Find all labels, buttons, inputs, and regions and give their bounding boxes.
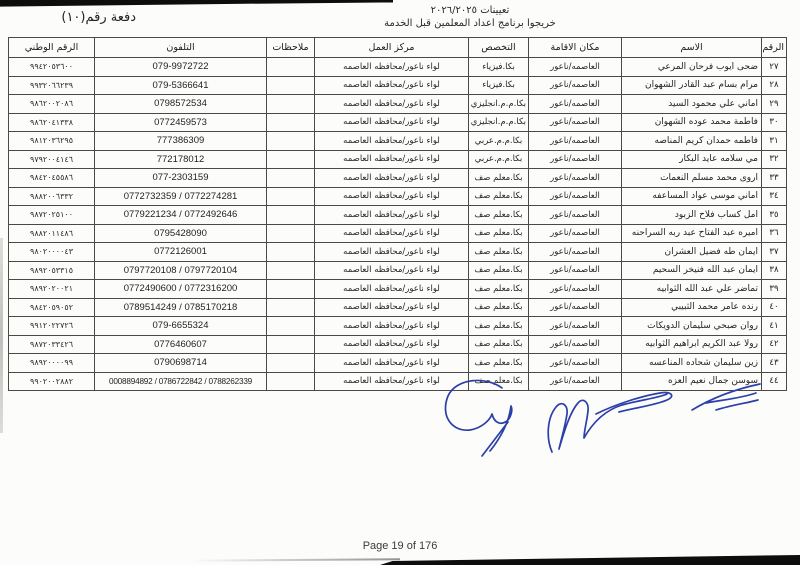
table-row — [9, 280, 787, 299]
cell-row-number: ٣٦ — [762, 224, 787, 243]
cell-residence: العاصمه/ناعور — [529, 187, 622, 206]
cell-row-number: ٣٤ — [762, 187, 787, 206]
cell-name: ايمان عبد الله فنيخر السحيم — [622, 261, 762, 280]
header-row-number: الرقم — [762, 38, 787, 58]
cell-row-number: ٣٧ — [762, 243, 787, 262]
table-row — [9, 132, 787, 151]
cell-phone: 0772459573 — [95, 113, 267, 132]
cell-specialization: بكا.فيزياء — [469, 76, 529, 95]
cell-notes — [267, 150, 315, 169]
cell-phone: 0790698714 — [95, 354, 267, 373]
cell-name: مرام بسام عبد القادر الشهوان — [622, 76, 762, 95]
header-phone: التلفون — [95, 38, 267, 58]
cell-work-center: لواء ناعور/محافظه العاصمه — [315, 354, 469, 373]
document-title-block — [310, 4, 630, 30]
table-row — [9, 206, 787, 225]
header-work-center: مركز العمل — [315, 38, 469, 58]
cell-specialization: بكا.فيزياء — [469, 58, 529, 77]
cell-row-number: ٣٥ — [762, 206, 787, 225]
cell-national-id: ٩٨٨٢٠١١٤٨٦ — [9, 224, 95, 243]
cell-phone: 0795428090 — [95, 224, 267, 243]
table-row — [9, 317, 787, 336]
cell-phone: 0797720108 / 0797720104 — [95, 261, 267, 280]
cell-specialization: بكا.م.م.عربي — [469, 132, 529, 151]
signature-ink-middle — [548, 393, 671, 452]
cell-notes — [267, 224, 315, 243]
cell-national-id: ٩٩٤٢٠٥٣٦٠٠ — [9, 58, 95, 77]
batch-number-label: دفعة رقم(١٠) — [61, 10, 136, 25]
cell-national-id: ٩٨٤٢٠٤٥٥٨٦ — [9, 169, 95, 188]
cell-name: زين سليمان شحاده المناعسه — [622, 354, 762, 373]
cell-name: فاطمة محمد عوده الشهوان — [622, 113, 762, 132]
cell-residence: العاصمه/ناعور — [529, 335, 622, 354]
cell-national-id: ٩٧٩٢٠٠٤١٤٦ — [9, 150, 95, 169]
cell-national-id: ٩٨٩٢٠٥٣٣١٥ — [9, 261, 95, 280]
table-row — [9, 243, 787, 262]
cell-notes — [267, 354, 315, 373]
cell-residence: العاصمه/ناعور — [529, 132, 622, 151]
cell-national-id: ٩٨٧٢٠٣٣٤٢٦ — [9, 335, 95, 354]
cell-row-number: ٤٣ — [762, 354, 787, 373]
cell-name: تماضر علي عبد الله الثوابيه — [622, 280, 762, 299]
cell-residence: العاصمه/ناعور — [529, 206, 622, 225]
cell-row-number: ٢٨ — [762, 76, 787, 95]
table-row — [9, 298, 787, 317]
scan-artifact-bottom-line — [190, 558, 400, 561]
cell-national-id: ٩٨٩٢٠٠٠٠٩٩ — [9, 354, 95, 373]
cell-notes — [267, 261, 315, 280]
cell-phone: 772178012 — [95, 150, 267, 169]
cell-name: روان صبحي سليمان الدويكات — [622, 317, 762, 336]
cell-work-center: لواء ناعور/محافظه العاصمه — [315, 76, 469, 95]
cell-phone: 0772126001 — [95, 243, 267, 262]
cell-phone: 0789514249 / 0785170218 — [95, 298, 267, 317]
cell-work-center: لواء ناعور/محافظه العاصمه — [315, 132, 469, 151]
cell-notes — [267, 187, 315, 206]
cell-name: رولا عبد الكريم ابراهيم الثوابيه — [622, 335, 762, 354]
cell-phone: 0776460607 — [95, 335, 267, 354]
cell-row-number: ٣٠ — [762, 113, 787, 132]
cell-notes — [267, 113, 315, 132]
cell-work-center: لواء ناعور/محافظه العاصمه — [315, 58, 469, 77]
cell-specialization: بكا.معلم صف — [469, 169, 529, 188]
cell-specialization: بكا.م.م.عربي — [469, 150, 529, 169]
cell-name: اماني علي محمود السيد — [622, 95, 762, 114]
cell-name: رنده عامر محمد الثبيبي — [622, 298, 762, 317]
table-row — [9, 76, 787, 95]
cell-phone: 0798572534 — [95, 95, 267, 114]
cell-row-number: ٤١ — [762, 317, 787, 336]
cell-notes — [267, 76, 315, 95]
cell-name: امل كساب فلاح الزبود — [622, 206, 762, 225]
cell-specialization: بكا.معلم صف — [469, 280, 529, 299]
cell-specialization: بكا.معلم صف — [469, 317, 529, 336]
cell-notes — [267, 280, 315, 299]
cell-name: مي سلامه عايد البكار — [622, 150, 762, 169]
table-row — [9, 113, 787, 132]
header-national-id: الرقم الوطني — [9, 38, 95, 58]
cell-residence: العاصمه/ناعور — [529, 354, 622, 373]
cell-residence: العاصمه/ناعور — [529, 298, 622, 317]
cell-work-center: لواء ناعور/محافظه العاصمه — [315, 243, 469, 262]
cell-name: ضحى ايوب فرحان المرعي — [622, 58, 762, 77]
cell-specialization: بكا.معلم صف — [469, 243, 529, 262]
page-number-footer: Page 19 of 176 — [362, 540, 438, 552]
table-row — [9, 169, 787, 188]
table-header-row — [9, 38, 787, 58]
cell-specialization: بكا.معلم صف — [469, 206, 529, 225]
cell-name: اميره عبد الفتاح عبد ربه السراحنه — [622, 224, 762, 243]
cell-national-id: ٩٨٤٢٠٥٩٠٥٢ — [9, 298, 95, 317]
cell-notes — [267, 317, 315, 336]
table-row — [9, 95, 787, 114]
cell-specialization: بكا.معلم صف — [469, 224, 529, 243]
cell-residence: العاصمه/ناعور — [529, 150, 622, 169]
cell-specialization: بكا.معلم صف — [469, 335, 529, 354]
cell-phone: 077-2303159 — [95, 169, 267, 188]
cell-phone: 0008894892 / 0786722842 / 0788262339 — [95, 372, 267, 391]
cell-row-number: ٣٢ — [762, 150, 787, 169]
scan-artifact-bottom-edge — [380, 555, 800, 565]
cell-national-id: ٩٩٠٢٠٠٢٨٨٢ — [9, 372, 95, 391]
signatures-area — [420, 372, 765, 467]
header-residence: مكان الاقامة — [529, 38, 622, 58]
cell-work-center: لواء ناعور/محافظه العاصمه — [315, 298, 469, 317]
header-name: الاسم — [622, 38, 762, 58]
cell-notes — [267, 335, 315, 354]
cell-name: اماني موسى عواد المساعفه — [622, 187, 762, 206]
cell-specialization: بكا.معلم صف — [469, 261, 529, 280]
table-row — [9, 335, 787, 354]
cell-work-center: لواء ناعور/محافظه العاصمه — [315, 280, 469, 299]
cell-work-center: لواء ناعور/محافظه العاصمه — [315, 317, 469, 336]
header-notes: ملاحظات — [267, 38, 315, 58]
cell-national-id: ٩٨١٢٠٣٦٢٩٥ — [9, 132, 95, 151]
cell-work-center: لواء ناعور/محافظه العاصمه — [315, 372, 469, 391]
cell-residence: العاصمه/ناعور — [529, 58, 622, 77]
cell-specialization: بكا.م.م.انجليزي — [469, 113, 529, 132]
cell-residence: العاصمه/ناعور — [529, 372, 622, 391]
cell-notes — [267, 243, 315, 262]
cell-name: اروى محمد مسلم النعمات — [622, 169, 762, 188]
table-row — [9, 58, 787, 77]
cell-row-number: ٢٧ — [762, 58, 787, 77]
cell-residence: العاصمه/ناعور — [529, 76, 622, 95]
cell-notes — [267, 372, 315, 391]
cell-specialization: بكا.معلم صف — [469, 187, 529, 206]
cell-notes — [267, 206, 315, 225]
cell-specialization: بكا.معلم صف — [469, 354, 529, 373]
title-appointments-year: تعيينات ٢٠٢٦/٢٠٢٥ — [430, 5, 510, 16]
cell-national-id: ٩٩١٢٠٢٢٧٢٦ — [9, 317, 95, 336]
cell-notes — [267, 95, 315, 114]
header-specialization: التخصص — [469, 38, 529, 58]
cell-national-id: ٩٩٣٢٠٦٦٢٣٩ — [9, 76, 95, 95]
cell-notes — [267, 58, 315, 77]
cell-work-center: لواء ناعور/محافظه العاصمه — [315, 206, 469, 225]
cell-name: ايمان طه فضيل العشران — [622, 243, 762, 262]
cell-work-center: لواء ناعور/محافظه العاصمه — [315, 187, 469, 206]
cell-name: سوسن جمال نعيم العزه — [622, 372, 762, 391]
cell-work-center: لواء ناعور/محافظه العاصمه — [315, 224, 469, 243]
cell-row-number: ٣١ — [762, 132, 787, 151]
table-row — [9, 187, 787, 206]
cell-work-center: لواء ناعور/محافظه العاصمه — [315, 169, 469, 188]
cell-notes — [267, 132, 315, 151]
cell-residence: العاصمه/ناعور — [529, 224, 622, 243]
cell-phone: 0772490600 / 0772316200 — [95, 280, 267, 299]
cell-row-number: ٣٩ — [762, 280, 787, 299]
cell-national-id: ٩٨٦٢٠٠٢٠٨٦ — [9, 95, 95, 114]
cell-national-id: ٩٨٨٢٠٠٦٣٣٢ — [9, 187, 95, 206]
scan-artifact-left-smudge — [0, 238, 3, 433]
cell-national-id: ٩٨٧٢٠٢٥١٠٠ — [9, 206, 95, 225]
table-row — [9, 224, 787, 243]
table-row — [9, 150, 787, 169]
cell-residence: العاصمه/ناعور — [529, 261, 622, 280]
cell-residence: العاصمه/ناعور — [529, 280, 622, 299]
cell-row-number: ٣٨ — [762, 261, 787, 280]
signature-ink-left — [445, 380, 511, 456]
cell-row-number: ٤٢ — [762, 335, 787, 354]
cell-residence: العاصمه/ناعور — [529, 243, 622, 262]
cell-work-center: لواء ناعور/محافظه العاصمه — [315, 261, 469, 280]
cell-national-id: ٩٨٠٢٠٠٠٠٤٣ — [9, 243, 95, 262]
signature-ink-right — [692, 384, 760, 410]
cell-residence: العاصمه/ناعور — [529, 169, 622, 188]
cell-work-center: لواء ناعور/محافظه العاصمه — [315, 335, 469, 354]
cell-national-id: ٩٨٦٢٠٤١٣٣٨ — [9, 113, 95, 132]
cell-residence: العاصمه/ناعور — [529, 95, 622, 114]
cell-phone: 0772732359 / 0772274281 — [95, 187, 267, 206]
cell-work-center: لواء ناعور/محافظه العاصمه — [315, 150, 469, 169]
cell-work-center: لواء ناعور/محافظه العاصمه — [315, 113, 469, 132]
cell-row-number: ٤٤ — [762, 372, 787, 391]
cell-row-number: ٢٩ — [762, 95, 787, 114]
cell-name: فاطمه حمدان كريم المناصه — [622, 132, 762, 151]
cell-national-id: ٩٨٩٢٠٢٠٠٢١ — [9, 280, 95, 299]
cell-phone: 079-5366641 — [95, 76, 267, 95]
cell-notes — [267, 169, 315, 188]
appointments-roster-table — [8, 37, 787, 391]
cell-specialization: بكا.معلم صف — [469, 372, 529, 391]
title-program-name: خريجوا برنامج اعداد المعلمين قبل الخدمة — [384, 18, 556, 29]
table-row — [9, 354, 787, 373]
cell-row-number: ٣٣ — [762, 169, 787, 188]
cell-row-number: ٤٠ — [762, 298, 787, 317]
cell-work-center: لواء ناعور/محافظه العاصمه — [315, 95, 469, 114]
cell-phone: 777386309 — [95, 132, 267, 151]
cell-specialization: بكا.م.م.انجليزي — [469, 95, 529, 114]
cell-specialization: بكا.معلم صف — [469, 298, 529, 317]
cell-phone: 0779221234 / 0772492646 — [95, 206, 267, 225]
cell-residence: العاصمه/ناعور — [529, 113, 622, 132]
cell-phone: 079-6655324 — [95, 317, 267, 336]
cell-residence: العاصمه/ناعور — [529, 317, 622, 336]
cell-phone: 079-9972722 — [95, 58, 267, 77]
cell-notes — [267, 298, 315, 317]
table-row — [9, 261, 787, 280]
